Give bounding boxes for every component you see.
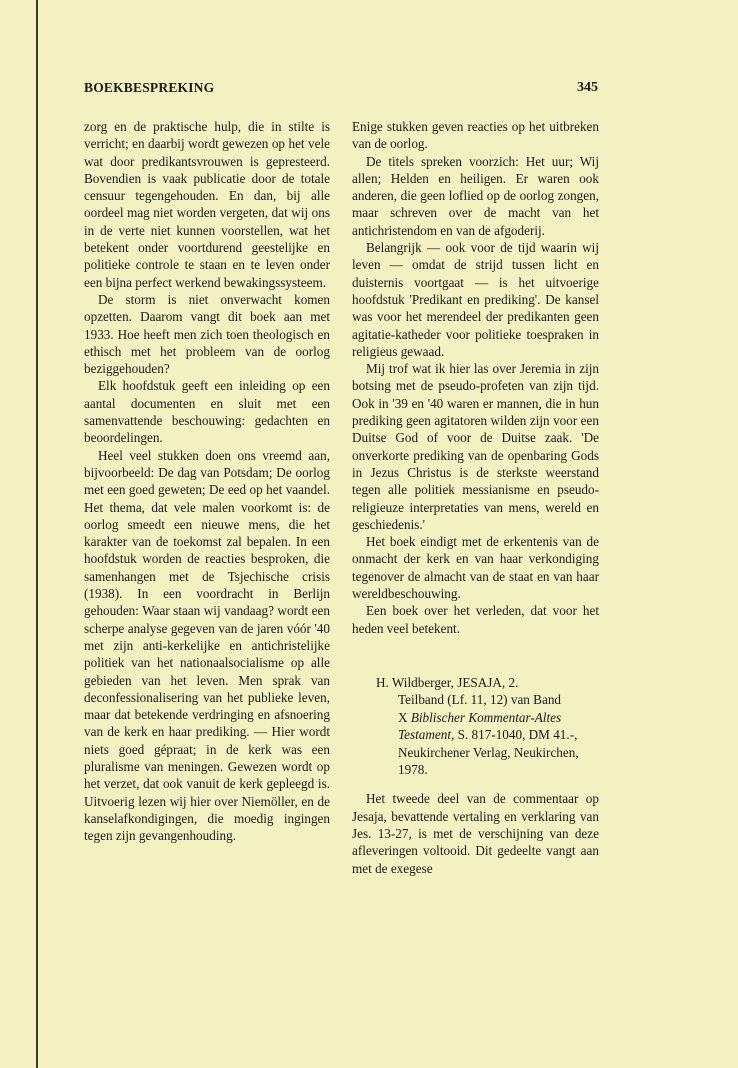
citation-band: X (398, 709, 408, 725)
paragraph: Enige stukken geven reacties op het uitbreken van de oorlog. (352, 119, 599, 152)
paragraph: Een boek over het verleden, dat voor het heden veel betekent. (352, 603, 599, 636)
paragraph: Elk hoofdstuk geeft een inleiding op een aantal documenten en sluit met een samenvattende beschouwing: gedachten en beoordelingen. (84, 378, 330, 446)
citation-line (376, 726, 599, 743)
series-title: Biblischer Kommentar-Altes (410, 709, 562, 725)
right-column (352, 118, 599, 877)
citation-line: Neukirchener Verlag, Neukirchen, (398, 744, 579, 760)
series-title-cont: Testament, (398, 727, 455, 743)
paragraph: Belangrijk — ook voor de tijd waarin wij leven — omdat de strijd tussen licht en duisternis voortgaat — is het uitvoerige hoofdstuk 'Predikant en prediking'. De kansel was voor het merendeel der predikanten geen agitatie-katheder voor politieke toespraken in religieus gewaad. (352, 240, 599, 359)
paragraph: Het boek eindigt met de erkentenis van de onmacht der kerk en van haar verkondiging tegenover de almacht van de staat en van haar wereldbeschouwing. (352, 534, 599, 602)
page-edge-line (36, 0, 38, 1068)
paragraph: De storm is niet onverwacht komen opzetten. Daarom vangt dit boek aan met 1933. Hoe heeft men zich toen theologisch en ethisch met het probleem van de oorlog beziggehouden? (84, 291, 330, 377)
book-review-citation (376, 674, 599, 778)
citation-line: 1978. (398, 761, 428, 777)
paragraph: Mij trof wat ik hier las over Jeremia in zijn botsing met de pseudo-profeten van zijn tijd. Ook in '39 en '40 waren er mannen, die in hun prediking geen agitatoren wilden zijn voor een Duitse God of voor de Duitse zaak. 'De onverkorte prediking van de openbaring Gods in Jezus Christus is de sterkste weerstand tegen alle politiek messianisme en pseudo-religieuze interpretaties van mens, wereld en geschiedenis.' (352, 361, 599, 532)
paragraph: De titels spreken voorzich: Het uur; Wij allen; Helden en heiligen. Er waren ook anderen, die geen loflied op de oorlog zongen, maar schreven over de macht van het antichristendom en van de afgoderij. (352, 153, 599, 238)
running-head: BOEKBESPREKING (84, 80, 215, 95)
citation-line: H. Wildberger, JESAJA, 2. (376, 674, 519, 690)
citation-line (376, 709, 599, 726)
paragraph: zorg en de praktische hulp, die in stilte is verricht; en daarbij wordt gewezen op het vele wat door predikantsvrouwen is gepresteerd. Bovendien is vaak publicatie door de totale censuur tegengehouden. En dan, bij alle oordeel mag niet worden vergeten, dat wij ons in de verte niet kunnen voorstellen, wat het betekent onder voortdurend geestelijke en politieke controle te staan en te leven onder een bijna perfect werkend bewakingssysteem. (84, 119, 330, 290)
left-column (84, 118, 330, 844)
citation-line: Teilband (Lf. 11, 12) van Band (398, 692, 562, 708)
paragraph: Heel veel stukken doen ons vreemd aan, bijvoorbeeld: De dag van Potsdam; De oorlog met een goed geweten; De eed op het vaandel. Het thema, dat vele malen voorkomt is: de oorlog smeedt een nieuwe mens, die het karakter van de toekomst zal bepalen. In een hoofdstuk worden de reacties besproken, die samenhangen met de Tsjechische crisis (1938). In een voordracht in Berlijn gehouden: Waar staan wij vandaag? wordt een scherpe analyse gegeven van de jaren vóór '40 met zijn anti-kerkelijke en antichristelijke politiek van het nationaalsocialisme op alle gebieden van het leven. Men sprak van deconfessionalisering van het publieke leven, maar dat betekende verdringing en afsnoering van de kerk en haar prediking. — Hier wordt niets goed gépraat; in de kerk was een pluralisme van meningen. Gewezen wordt op het verzet, dat ook vanuit de kerk gepleegd is. Uitvoerig lezen wij hier over Niemöller, en de kanselafkondigingen, die moedig ingingen tegen zijn gevangenhouding. (84, 447, 330, 844)
paragraph: Het tweede deel van de commentaar op Jesaja, bevattende vertaling en verklaring van Jes. 13-27, is met de verschijning van deze afleveringen voltooid. Dit gedeelte vangt aan met de exegese (352, 791, 599, 876)
citation-pages-price: S. 817-1040, DM 41.-, (457, 727, 578, 743)
page-header (84, 80, 598, 100)
page-number: 345 (577, 80, 598, 95)
